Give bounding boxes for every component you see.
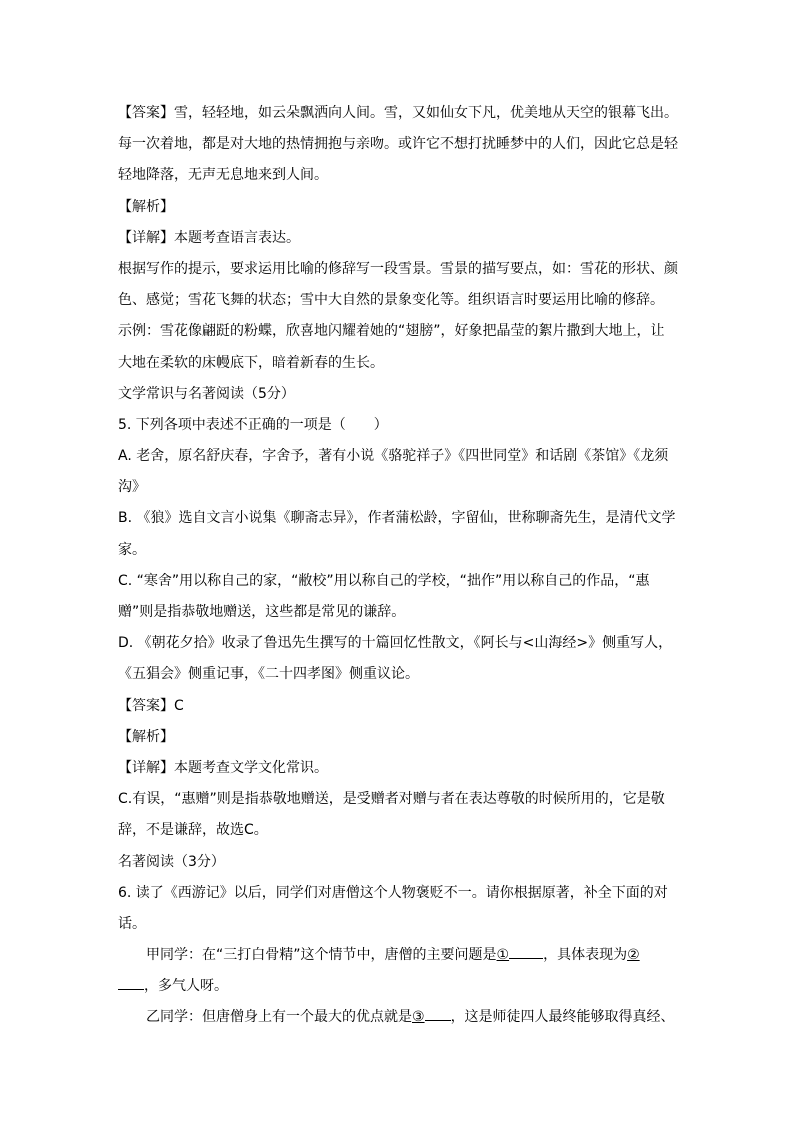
- option-d-line-1: D. 《朝花夕拾》收录了鲁迅先生撰写的十篇回忆性散文，《阿长与<山海经>》侧重写人，: [118, 635, 673, 652]
- dialogue-yi-prefix: 乙同学：但唐僧身上有一个最大的优点就是: [146, 1009, 412, 1026]
- explanation-line-2: 色、感觉；雪花飞舞的状态；雪中大自然的景象变化等。组织语言时要运用比喻的修辞。: [118, 292, 664, 309]
- document-page: [118, 98, 678, 1034]
- explanation-5-line-2: 辞，不是谦辞，故选C。: [118, 822, 268, 839]
- blank-marker-2: ②: [627, 947, 640, 964]
- dialogue-jia-suffix: ，多气人呀。: [144, 978, 228, 995]
- dialogue-jia-mid: ，具体表现为: [543, 947, 628, 964]
- option-b-line-1: B. 《狼》选自文言小说集《聊斋志异》，作者蒲松龄，字留仙，世称聊斋先生，是清代文学: [118, 510, 676, 527]
- answer-blank-3[interactable]: [425, 1003, 451, 1021]
- analysis-heading-5: 【解析】: [118, 728, 174, 745]
- detail-line-5: 【详解】本题考查文学文化常识。: [118, 759, 328, 776]
- answer-line-2: 每一次着地，都是对大地的热情拥抱与亲吻。或许它不想打扰睡梦中的人们，因此它总是轻: [118, 136, 678, 153]
- answer-line-3: 轻地降落，无声无息地来到人间。: [118, 167, 328, 184]
- question-6-line-2: 话。: [118, 915, 146, 932]
- option-c-line-1: C. “寒舍”用以称自己的家，“敝校”用以称自己的学校，“拙作”用以称自己的作品，“惠: [118, 572, 650, 589]
- question-5: 5. 下列各项中表述不正确的一项是（ ）: [118, 416, 388, 433]
- blank-marker-3: ③: [412, 1009, 425, 1026]
- dialogue-jia-prefix: 甲同学：在“三打白骨精”这个情节中，唐僧的主要问题是: [146, 947, 497, 964]
- blank-marker-1: ①: [496, 947, 510, 964]
- explanation-line-1: 根据写作的提示，要求运用比喻的修辞写一段雪景。雪景的描写要点，如：雪花的形状、颜: [118, 260, 678, 277]
- answer-line-1: 【答案】雪，轻轻地，如云朵飘洒向人间。雪，又如仙女下凡，优美地从天空的银幕飞出。: [118, 105, 678, 121]
- dialogue-jia-line-2: [118, 971, 678, 1002]
- option-a-line-1: A. 老舍，原名舒庆春，字舍予，著有小说《骆驼祥子》《四世同堂》和话剧《茶馆》《龙须: [118, 448, 669, 465]
- dialogue-yi-line-1: [118, 1002, 678, 1033]
- dialogue-jia-line-1: [118, 940, 678, 971]
- answer-blank-2[interactable]: [118, 972, 144, 990]
- section-heading-literature: 文学常识与名著阅读（5分）: [118, 385, 295, 402]
- option-b-line-2: 家。: [118, 541, 146, 558]
- question-6-line-1: 6. 读了《西游记》以后，同学们对唐僧这个人物褒贬不一。请你根据原著，补全下面的对: [118, 884, 668, 901]
- analysis-heading: 【解析】: [118, 198, 174, 215]
- detail-line: 【详解】本题考查语言表达。: [118, 229, 300, 246]
- option-a-line-2: 沟》: [118, 479, 146, 496]
- example-line-1: 示例：雪花像翩跹的粉蝶，欣喜地闪耀着她的“翅膀”，好象把晶莹的絮片撒到大地上，让: [118, 323, 665, 340]
- dialogue-yi-suffix: ，这是师徒四人最终能够取得真经、: [450, 1009, 675, 1026]
- explanation-5-line-1: C.有误，“惠赠”则是指恭敬地赠送，是受赠者对赠与者在表达尊敬的时候所用的，它是敬: [118, 791, 665, 808]
- answer-blank-1[interactable]: [509, 941, 543, 959]
- option-c-line-2: 赠”则是指恭敬地赠送，这些都是常见的谦辞。: [118, 604, 406, 620]
- section-heading-classics: 名著阅读（3分）: [118, 853, 225, 870]
- example-line-2: 大地在柔软的床幔底下，暗着新春的生长。: [118, 354, 384, 371]
- answer-5: 【答案】C: [118, 697, 184, 714]
- option-d-line-2: 《五猖会》侧重记事，《二十四孝图》侧重议论。: [118, 666, 419, 683]
